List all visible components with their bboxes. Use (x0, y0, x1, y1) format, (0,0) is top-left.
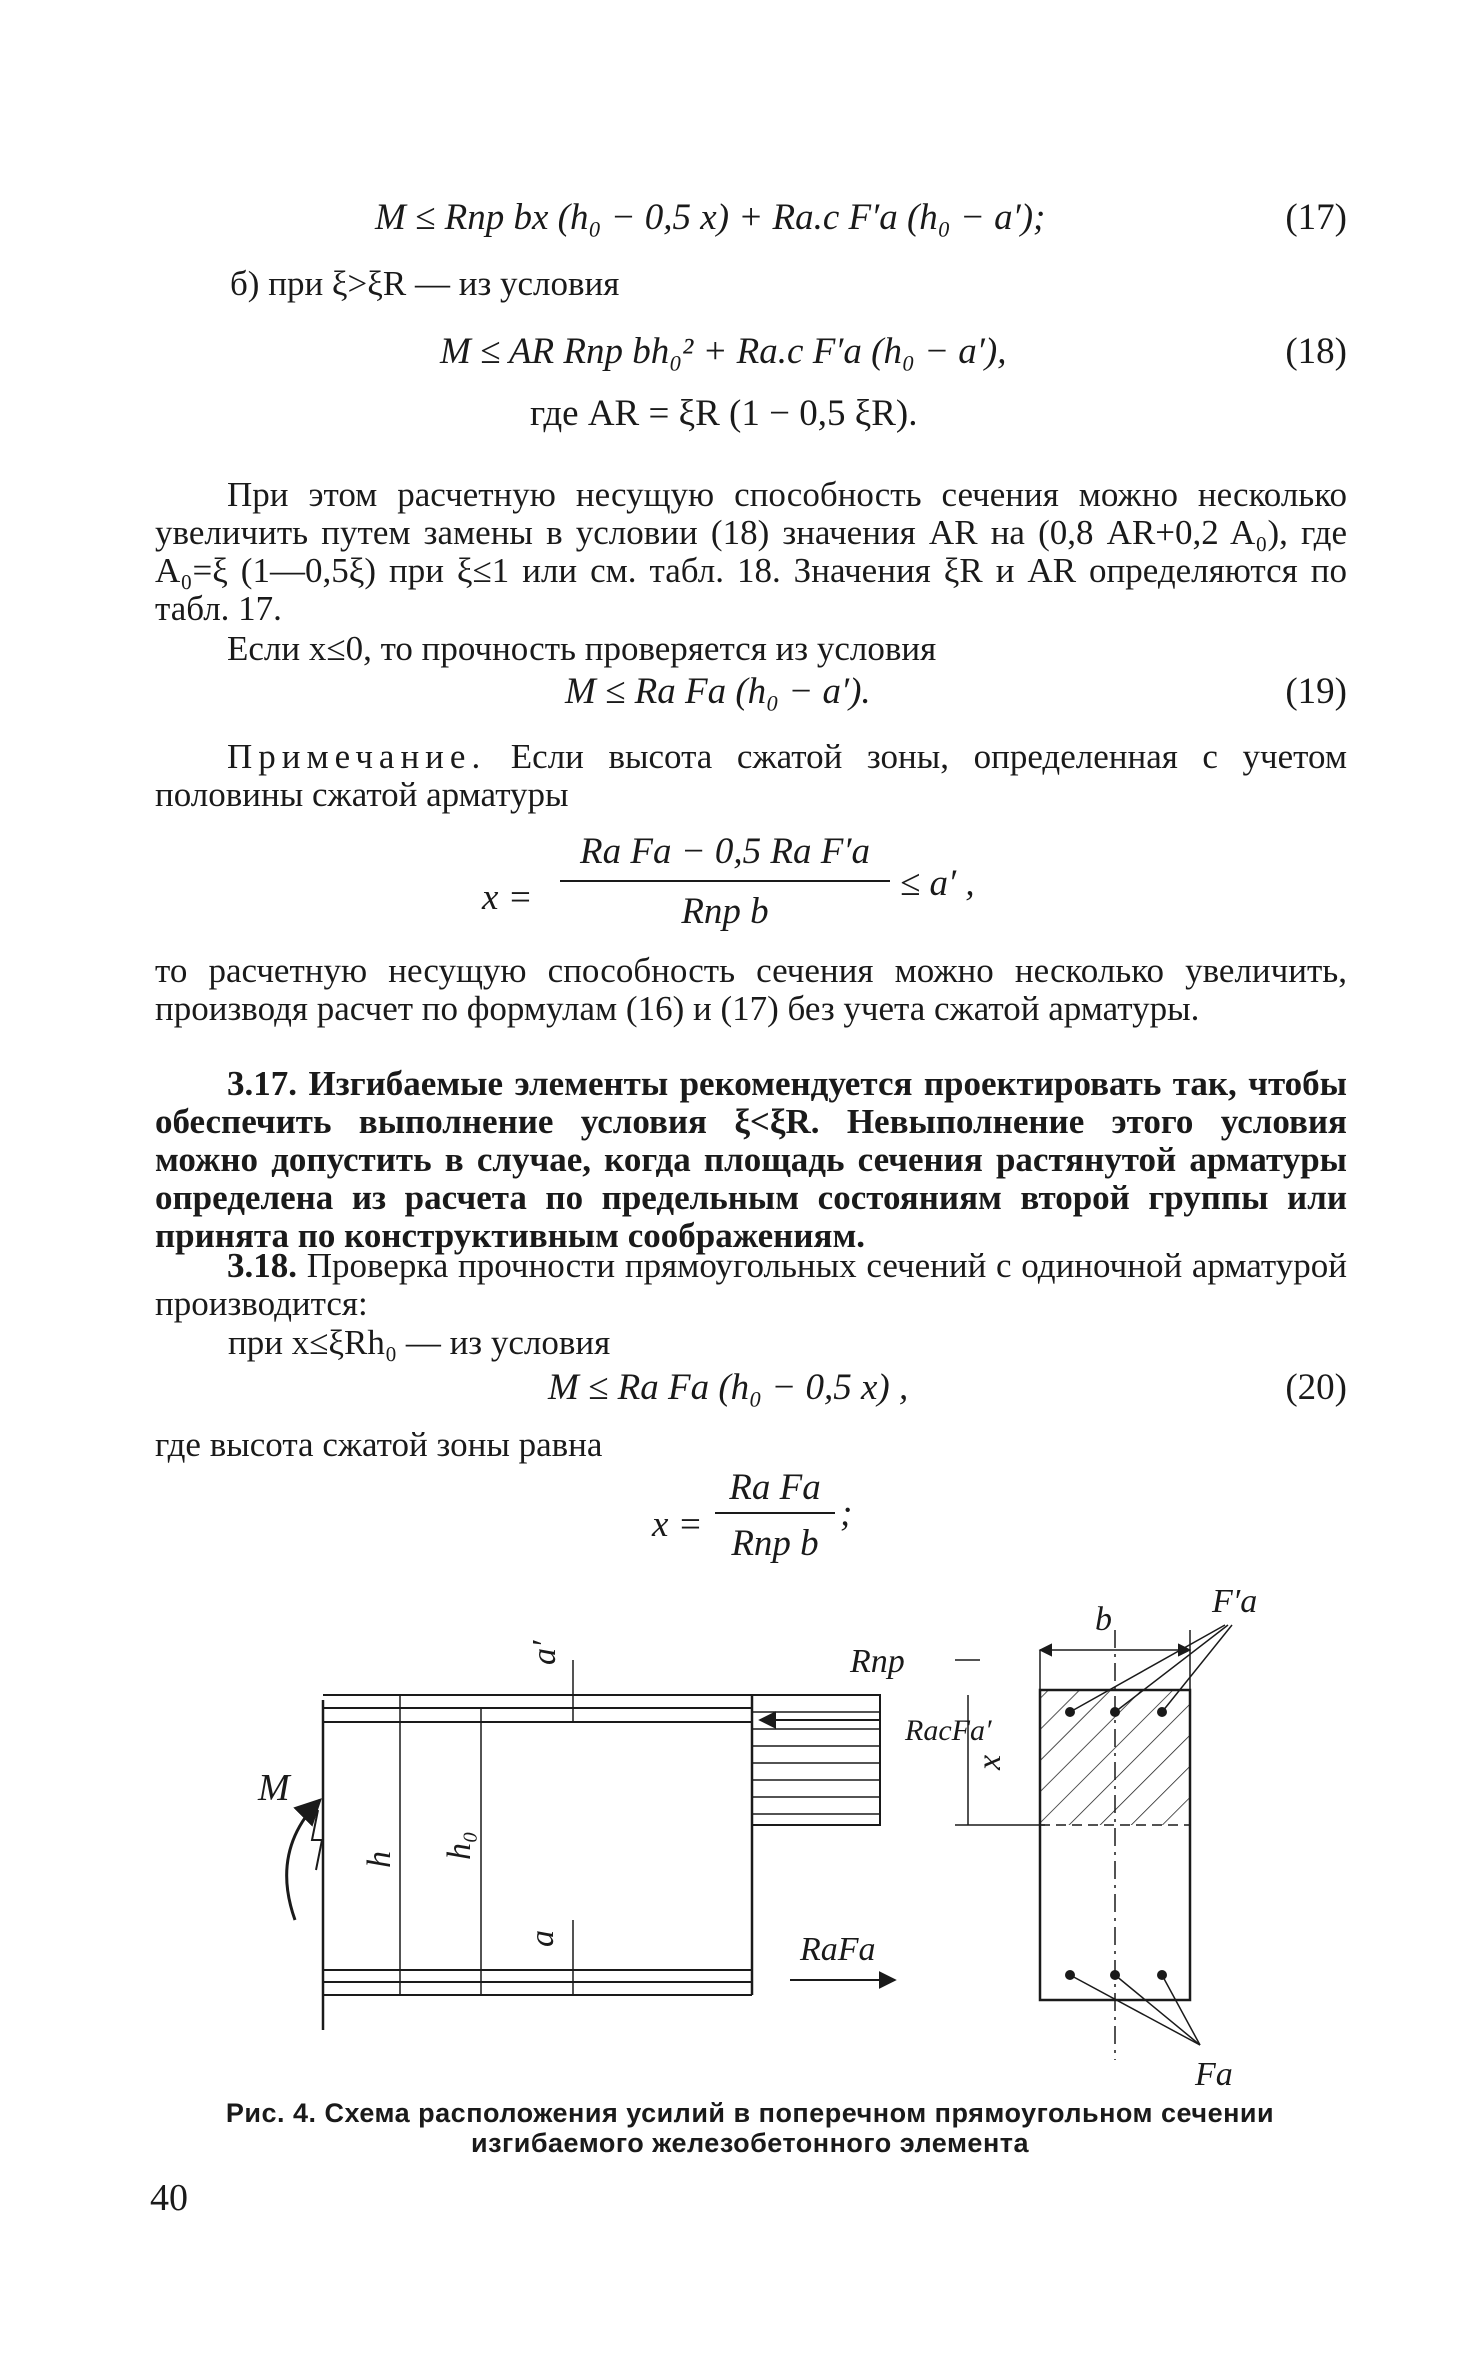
label-RacFa-prime: RacFa′ (905, 1714, 992, 1747)
condition-x-le: при x≤ξRh₀ — из условия (228, 1323, 611, 1362)
beam-elevation (323, 1660, 752, 2030)
label-a-prime: a′ (526, 1640, 563, 1665)
paragraph-text: то расчетную несущую способность сечения можно несколько увеличить, производя расчет по формулам (16) и (17) без учета сжатой арматуры. (155, 951, 1347, 1028)
formula-x2-rhs: ; (840, 1493, 853, 1534)
label-M: M (258, 1767, 290, 1809)
note-label: Примечание. (227, 737, 487, 776)
caption-line-1: Рис. 4. Схема расположения усилий в поперечном прямоугольном сечении (225, 2098, 1275, 2128)
caption-line-2: изгибаемого железобетонного элемента (471, 2128, 1029, 2158)
formula-x1-numerator: Rа Fа − 0,5 Rа F′а (580, 831, 870, 872)
formula-x2-numerator: Rа Fа (729, 1467, 821, 1508)
cross-section (1040, 1625, 1232, 2060)
formula-18: M ≤ AR Rпр bh₀² + Rа.с F′а (h₀ − a′), (440, 331, 1007, 372)
page-number: 40 (150, 2177, 188, 2219)
label-x: x (971, 1754, 1008, 1770)
formula-19: M ≤ Rа Fа (h₀ − a′). (565, 671, 871, 712)
equation-number-18: (18) (1285, 331, 1347, 372)
formula-x1-denominator: Rпр b (681, 891, 769, 932)
equation-number-20: (20) (1285, 1367, 1347, 1408)
formula-17: M ≤ Rпр bx (h₀ − 0,5 x) + Rа.с F′а (h₀ − a′); (375, 197, 1046, 238)
paragraph-text: При этом расчетную несущую способность сечения можно несколько увеличить путем замены в условии (18) значения AR на (0,8 AR+0,2 A₀), где A₀=ξ (1—0,5ξ) при ξ≤1 или см. табл. 18. Значения ξR и AR определяются по табл. 17. (155, 475, 1347, 628)
label-h: h (361, 1851, 398, 1868)
section-text: Изгибаемые элементы рекомендуется проектировать так, чтобы обеспечить выполнение условия ξ<ξR. Невыполнение этого условия можно допустить в случае, когда площадь сечения растянутой арматуры определена из расчета по предельным состояниям второй группы или принята по конструктивным соображениям. (155, 1064, 1348, 1255)
paragraph-text: Если x≤0, то прочность проверяется из условия (227, 629, 937, 668)
formula-x1-lhs: x = (482, 877, 533, 918)
condition-b: б) при ξ>ξR — из условия (230, 264, 620, 303)
formula-x2-denominator: Rпр b (731, 1523, 819, 1564)
label-Fa-prime: F′a (1212, 1583, 1258, 1620)
stress-diagram (752, 1660, 1045, 1995)
note-text: Если высота сжатой зоны, определенная с учетом половины сжатой арматуры (155, 737, 1347, 814)
label-Fa: Fa (1195, 2056, 1233, 2093)
formula-x2-lhs: x = (652, 1504, 703, 1545)
section-number: 3.18. (227, 1246, 297, 1285)
figure-caption (150, 2098, 1350, 2158)
equation-number-19: (19) (1285, 671, 1347, 712)
formula-18-where: где AR = ξR (1 − 0,5 ξR). (530, 393, 918, 434)
paragraph-zone-height: где высота сжатой зоны равна (155, 1425, 603, 1464)
label-Rpr: Rпр (850, 1643, 905, 1680)
label-h0: h₀ (441, 1831, 478, 1860)
label-b: b (1095, 1601, 1112, 1638)
formula-20: M ≤ Rа Fа (h₀ − 0,5 x) , (548, 1367, 909, 1408)
section-number: 3.17. (227, 1064, 297, 1103)
formula-x1-rhs: ≤ a′ , (900, 863, 975, 904)
label-a: a (524, 1930, 561, 1947)
label-RaFa: RaFa (800, 1931, 876, 1968)
equation-number-17: (17) (1285, 197, 1347, 238)
section-text: Проверка прочности прямоугольных сечений с одиночной арматурой производится: (155, 1246, 1347, 1323)
moment-arrow (287, 1800, 322, 1920)
